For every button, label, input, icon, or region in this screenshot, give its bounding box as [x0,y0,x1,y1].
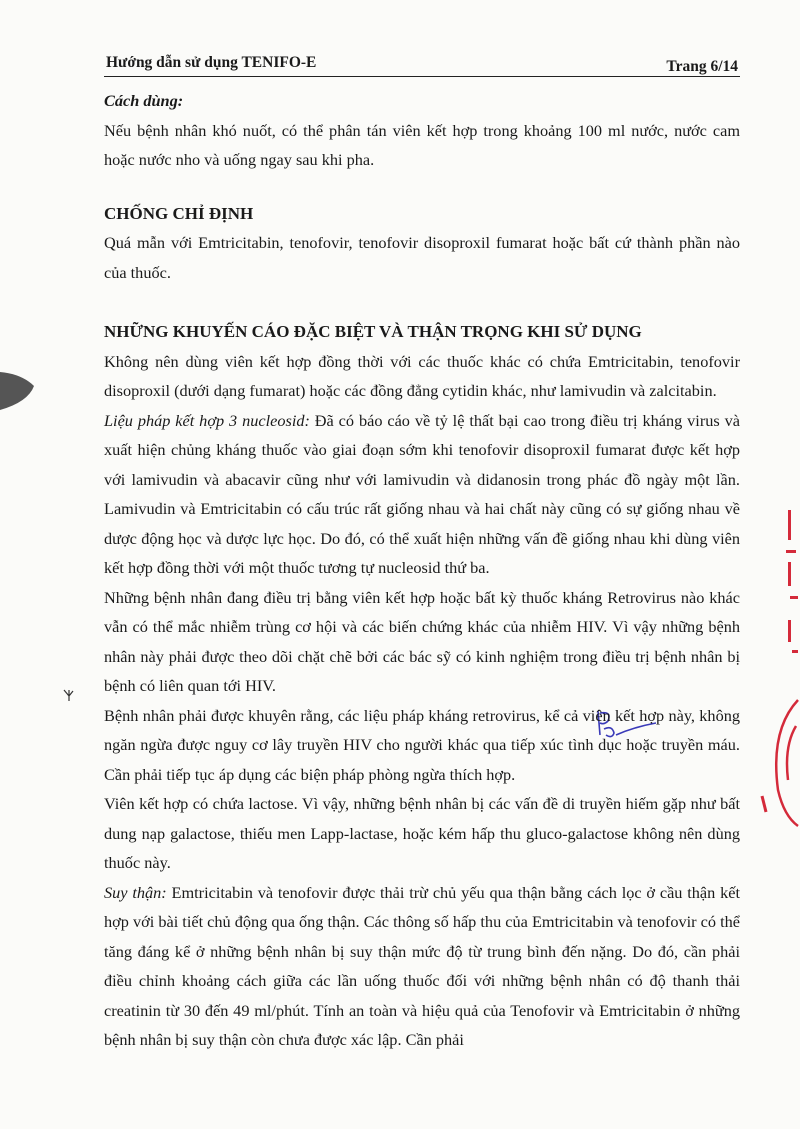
warnings-heading: NHỮNG KHUYẾN CÁO ĐẶC BIỆT VÀ THẬN TRỌNG KHI SỬ DỤNG [104,322,642,341]
page-number: Trang 6/14 [666,58,738,75]
usage-heading: Cách dùng: [104,91,184,110]
warnings-paragraph [104,406,740,583]
contraindications-text: Quá mẫn với Emtricitabin, tenofovir, tenofovir disoproxil fumarat hoặc bất cứ thành phần nào của thuốc. [104,233,740,282]
warnings-paragraph: Những bệnh nhân đang điều trị bằng viên kết hợp hoặc bất kỳ thuốc kháng Retrovirus nào khác vẫn có thể mắc nhiễm trùng cơ hội và các biến chứng khác của nhiễm HIV. Vì vậy những bệnh nhân này phải được theo dõi chặt chẽ bởi các bác sỹ có kinh nghiệm trong điều trị bệnh nhân bị bệnh có liên quan tới HIV. [104,587,740,695]
document-body [104,86,740,1055]
usage-text: Nếu bệnh nhân khó nuốt, có thể phân tán viên kết hợp trong khoảng 100 ml nước, nước cam hoặc nước nho và uống ngay sau khi pha. [104,120,740,169]
page-header [104,52,740,77]
paragraph-label: Suy thận: [104,882,167,902]
contraindications-heading: CHỐNG CHỈ ĐỊNH [104,203,254,223]
warnings-paragraph [104,878,740,1055]
paragraph-text: Emtricitabin và tenofovir được thải trừ chủ yếu qua thận bằng cách lọc ở cầu thận kết hợp với bài tiết chủ động qua ống thận. Các thông số hấp thu của Emtricitabin và tenofovir có thể tăng đáng kể ở những bệnh nhân bị suy thận mức độ từ trung bình đến nặng. Do đó, cần phải điều chỉnh khoảng cách giữa các lần uống thuốc đối với những bệnh nhân có độ thanh thải creatinin từ 30 đến 49 ml/phút. Tính an toàn và hiệu quả của Tenofovir và Emtricitabin ở những bệnh nhân bị suy thận còn chưa được xác lập. Cần phải [104,882,740,1049]
punch-hole-mark [0,360,48,420]
paragraph-text: Đã có báo cáo về tỷ lệ thất bại cao trong điều trị kháng virus và xuất hiện chủng kháng thuốc vào giai đoạn sớm khi tenofovir disoproxil fumarat được kết hợp với lamivudin và abacavir cũng như với lamivudin và didanosin trong phác đồ ngày một lần. Lamivudin và Emtricitabin có cấu trúc rất giống nhau và hai chất này cũng có sự giống nhau về dược động học và dược lực học. Do đó, có thể xuất hiện những vấn đề giống nhau khi dùng viên kết hợp đồng thời với một thuốc tương tự nucleosid thứ ba. [104,410,740,577]
paragraph-label: Liệu pháp kết hợp 3 nucleosid: [104,410,310,430]
red-stamp-fragment [740,500,800,830]
warnings-paragraph: Không nên dùng viên kết hợp đồng thời với các thuốc khác có chứa Emtricitabin, tenofovir disoproxil (dưới dạng fumarat) hoặc các đồng đẳng cytidin khác, như lamivudin và zalcitabin. [104,351,740,400]
margin-tick-mark [62,688,76,702]
document-title: Hướng dẫn sử dụng TENIFO-E [106,54,317,71]
warnings-paragraph: Viên kết hợp có chứa lactose. Vì vậy, những bệnh nhân bị các vấn đề di truyền hiếm gặp như bất dung nạp galactose, thiếu men Lapp-lactase, hoặc kém hấp thu gluco-galactose không nên dùng thuốc này. [104,794,740,872]
warnings-paragraph: Bệnh nhân phải được khuyên rằng, các liệu pháp kháng retrovirus, kể cả viên kết hợp này, không ngăn ngừa được nguy cơ lây truyền HIV cho người khác qua tiếp xúc tình dục hoặc truyền máu. Cần phải tiếp tục áp dụng các biện pháp phòng ngừa thích hợp. [104,705,740,784]
